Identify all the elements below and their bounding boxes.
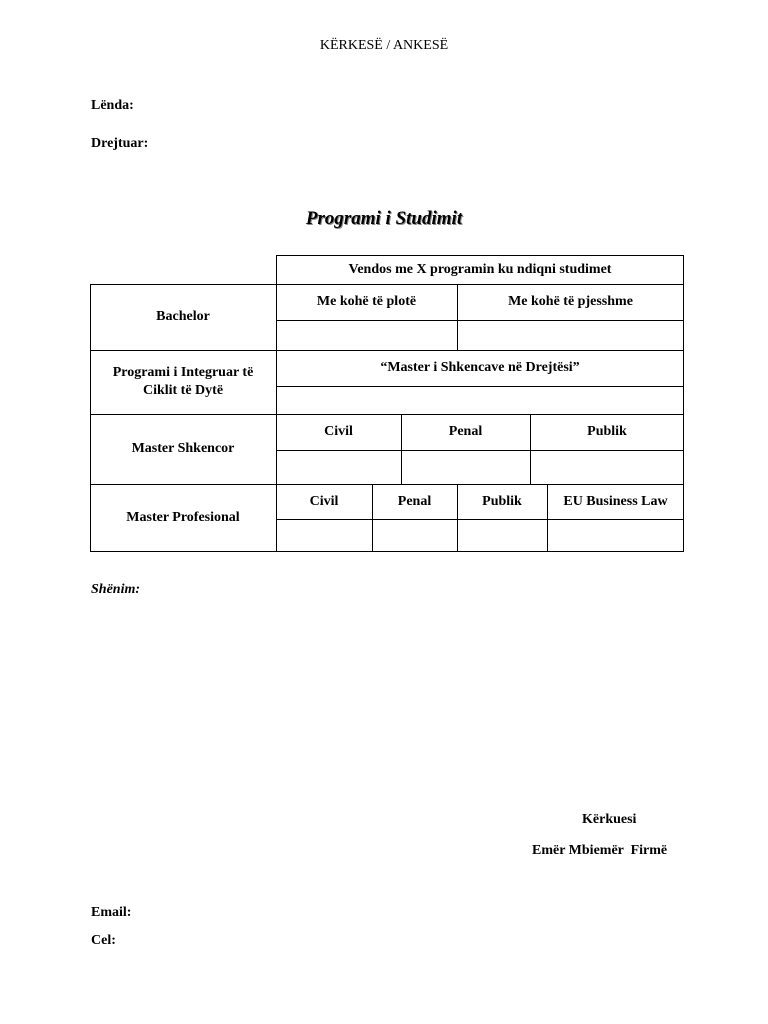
signature-line: Emër Mbiemër Firmë [532, 843, 668, 858]
bachelor-label: Bachelor [156, 309, 210, 324]
profesional-penal: Penal [397, 493, 432, 509]
checkbox-profesional-eu-business-law[interactable] [548, 520, 683, 551]
checkbox-profesional-publik[interactable] [458, 520, 547, 551]
integrated-label [90, 350, 276, 414]
profesional-eu-business-law: EU Business Law [563, 493, 668, 509]
document-title: KËRKESË / ANKESË [319, 38, 449, 53]
shkencor-penal: Penal [448, 424, 483, 439]
checkbox-shkencor-penal[interactable] [402, 451, 530, 484]
checkbox-shkencor-publik[interactable] [531, 451, 683, 484]
checkbox-master-drejtesi[interactable] [277, 387, 683, 414]
requester-label: Kërkuesi [582, 812, 637, 827]
lenda-label: Lënda: [91, 98, 134, 113]
shkencor-civil: Civil [324, 424, 353, 439]
note-label: Shënim: [91, 582, 141, 597]
integrated-label-line1: Programi i Integruar të [112, 365, 254, 380]
cel-label: Cel: [91, 933, 116, 948]
checkbox-profesional-penal[interactable] [373, 520, 457, 551]
instruction-text: Vendos me X programin ku ndiqni studimet [348, 262, 612, 277]
checkbox-shkencor-civil[interactable] [277, 451, 401, 484]
master-profesional-label: Master Profesional [126, 510, 240, 525]
checkbox-full-time[interactable] [277, 321, 457, 350]
option-master-drejtesi: “Master i Shkencave në Drejtësi” [380, 360, 580, 375]
checkbox-part-time[interactable] [458, 321, 683, 350]
profesional-civil: Civil [309, 493, 339, 509]
integrated-label-line2: Ciklit të Dytë [142, 383, 224, 398]
option-full-time: Me kohë të plotë [316, 294, 417, 309]
checkbox-profesional-civil[interactable] [277, 520, 372, 551]
email-label: Email: [91, 905, 132, 920]
profesional-publik: Publik [482, 493, 522, 509]
master-shkencor-label: Master Shkencor [131, 441, 235, 456]
option-part-time: Me kohë të pjesshme [508, 294, 633, 309]
program-title: Programi i Studimit [305, 208, 463, 229]
drejtuar-label: Drejtuar: [91, 136, 149, 151]
shkencor-publik: Publik [587, 424, 627, 439]
